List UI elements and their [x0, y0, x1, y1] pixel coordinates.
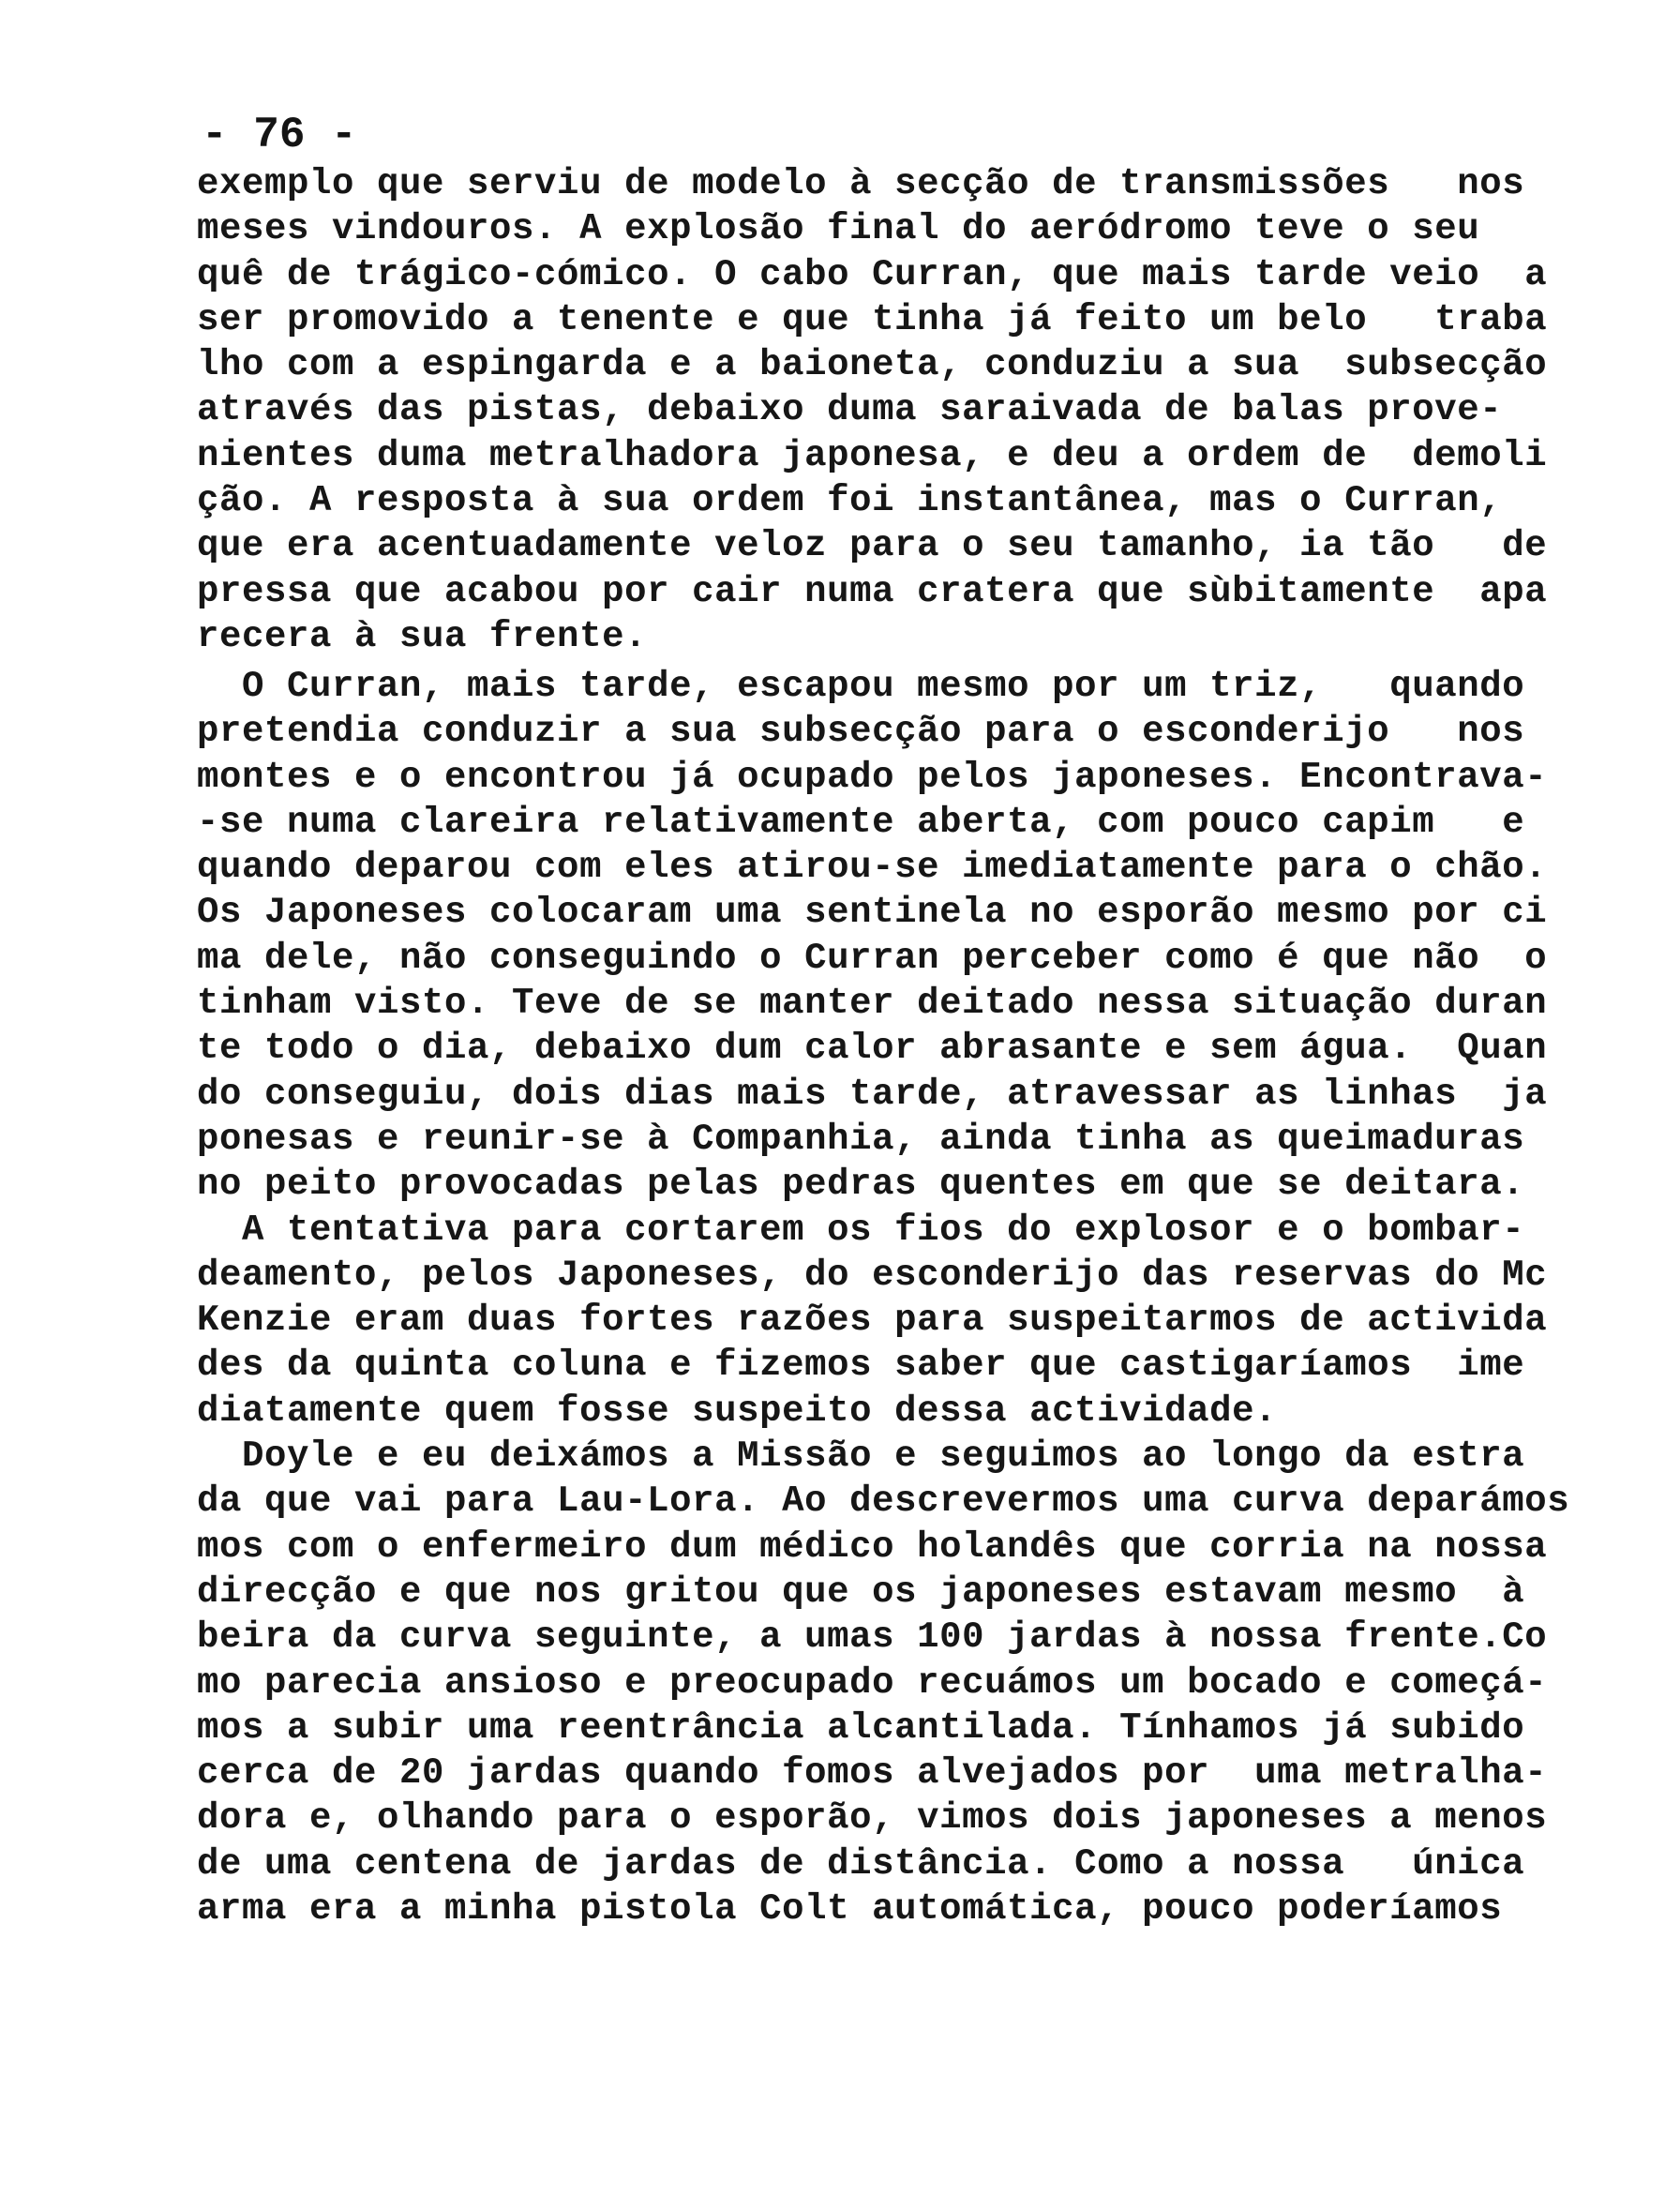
text-line: de uma centena de jardas de distância. Como a nossa única	[197, 1842, 1525, 1885]
page-number: - 76 -	[202, 111, 357, 159]
text-line: ma dele, não conseguindo o Curran perceber como é que não o	[197, 937, 1548, 979]
text-line: direcção e que nos gritou que os japoneses estavam mesmo à	[197, 1570, 1525, 1613]
text-line: Kenzie eram duas fortes razões para suspeitarmos de activida	[197, 1300, 1548, 1342]
text-line: tinham visto. Teve de se manter deitado nessa situação duran	[197, 983, 1548, 1025]
text-line: mo parecia ansioso e preocupado recuámos um bocado e começá-	[197, 1661, 1548, 1704]
text-line: no peito provocadas pelas pedras quentes em que se deitara.	[197, 1164, 1525, 1206]
text-line: do conseguiu, dois dias mais tarde, atravessar as linhas ja	[197, 1073, 1548, 1115]
text-line: cerca de 20 jardas quando fomos alvejados por uma metralha-	[197, 1752, 1548, 1795]
text-line: nientes duma metralhadora japonesa, e deu a ordem de demoli	[197, 434, 1548, 476]
text-line: através das pistas, debaixo duma saraivada de balas prove-	[197, 389, 1503, 431]
text-line: Doyle e eu deixámos a Missão e seguimos ao longo da estra	[197, 1435, 1525, 1478]
text-line: que era acentuadamente veloz para o seu tamanho, ia tão de	[197, 525, 1548, 567]
text-line: dora e, olhando para o esporão, vimos dois japoneses a menos	[197, 1797, 1548, 1840]
text-line: ponesas e reunir-se à Companhia, ainda tinha as queimaduras	[197, 1118, 1525, 1160]
text-line: A tentativa para cortarem os fios do explosor e o bombar-	[197, 1209, 1525, 1251]
text-line: diatamente quem fosse suspeito dessa actividade.	[197, 1390, 1278, 1432]
text-line: ção. A resposta à sua ordem foi instantânea, mas o Curran,	[197, 480, 1503, 522]
text-line: ser promovido a tenente e que tinha já feito um belo traba	[197, 298, 1548, 340]
text-line: lho com a espingarda e a baioneta, conduziu a sua subsecção	[197, 344, 1548, 386]
text-line: pressa que acabou por cair numa cratera que sùbitamente apa	[197, 570, 1548, 612]
text-line: -se numa clareira relativamente aberta, com pouco capim e	[197, 801, 1525, 843]
text-line: O Curran, mais tarde, escapou mesmo por um triz, quando	[197, 665, 1525, 707]
text-line: exemplo que serviu de modelo à secção de transmissões nos	[197, 163, 1525, 204]
text-line: deamento, pelos Japoneses, do esconderijo das reservas do Mc	[197, 1254, 1548, 1296]
text-line: Os Japoneses colocaram uma sentinela no esporão mesmo por ci	[197, 892, 1548, 934]
text-line: recera à sua frente.	[197, 615, 648, 657]
text-line: mos com o enfermeiro dum médico holandês que corria na nossa	[197, 1525, 1548, 1568]
text-line: quando deparou com eles atirou-se imediatamente para o chão.	[197, 847, 1548, 889]
text-line: te todo o dia, debaixo dum calor abrasante e sem água. Quan	[197, 1028, 1548, 1070]
text-line: quê de trágico-cómico. O cabo Curran, que mais tarde veio a	[197, 253, 1548, 295]
text-line: da que vai para Lau-Lora. Ao descrevermos uma curva deparámos	[197, 1480, 1570, 1523]
text-line: des da quinta coluna e fizemos saber que castigaríamos ime	[197, 1345, 1525, 1387]
text-line: arma era a minha pistola Colt automática, pouco poderíamos	[197, 1887, 1503, 1930]
text-line: beira da curva seguinte, a umas 100 jardas à nossa frente.Co	[197, 1616, 1548, 1659]
text-line: montes e o encontrou já ocupado pelos japoneses. Encontrava-	[197, 756, 1548, 798]
text-line: pretendia conduzir a sua subsecção para o esconderijo nos	[197, 711, 1525, 753]
text-line: meses vindouros. A explosão final do aeródromo teve o seu	[197, 208, 1480, 250]
typed-body-text	[197, 161, 1622, 1931]
text-line: mos a subir uma reentrância alcantilada. Tínhamos já subido	[197, 1706, 1525, 1749]
